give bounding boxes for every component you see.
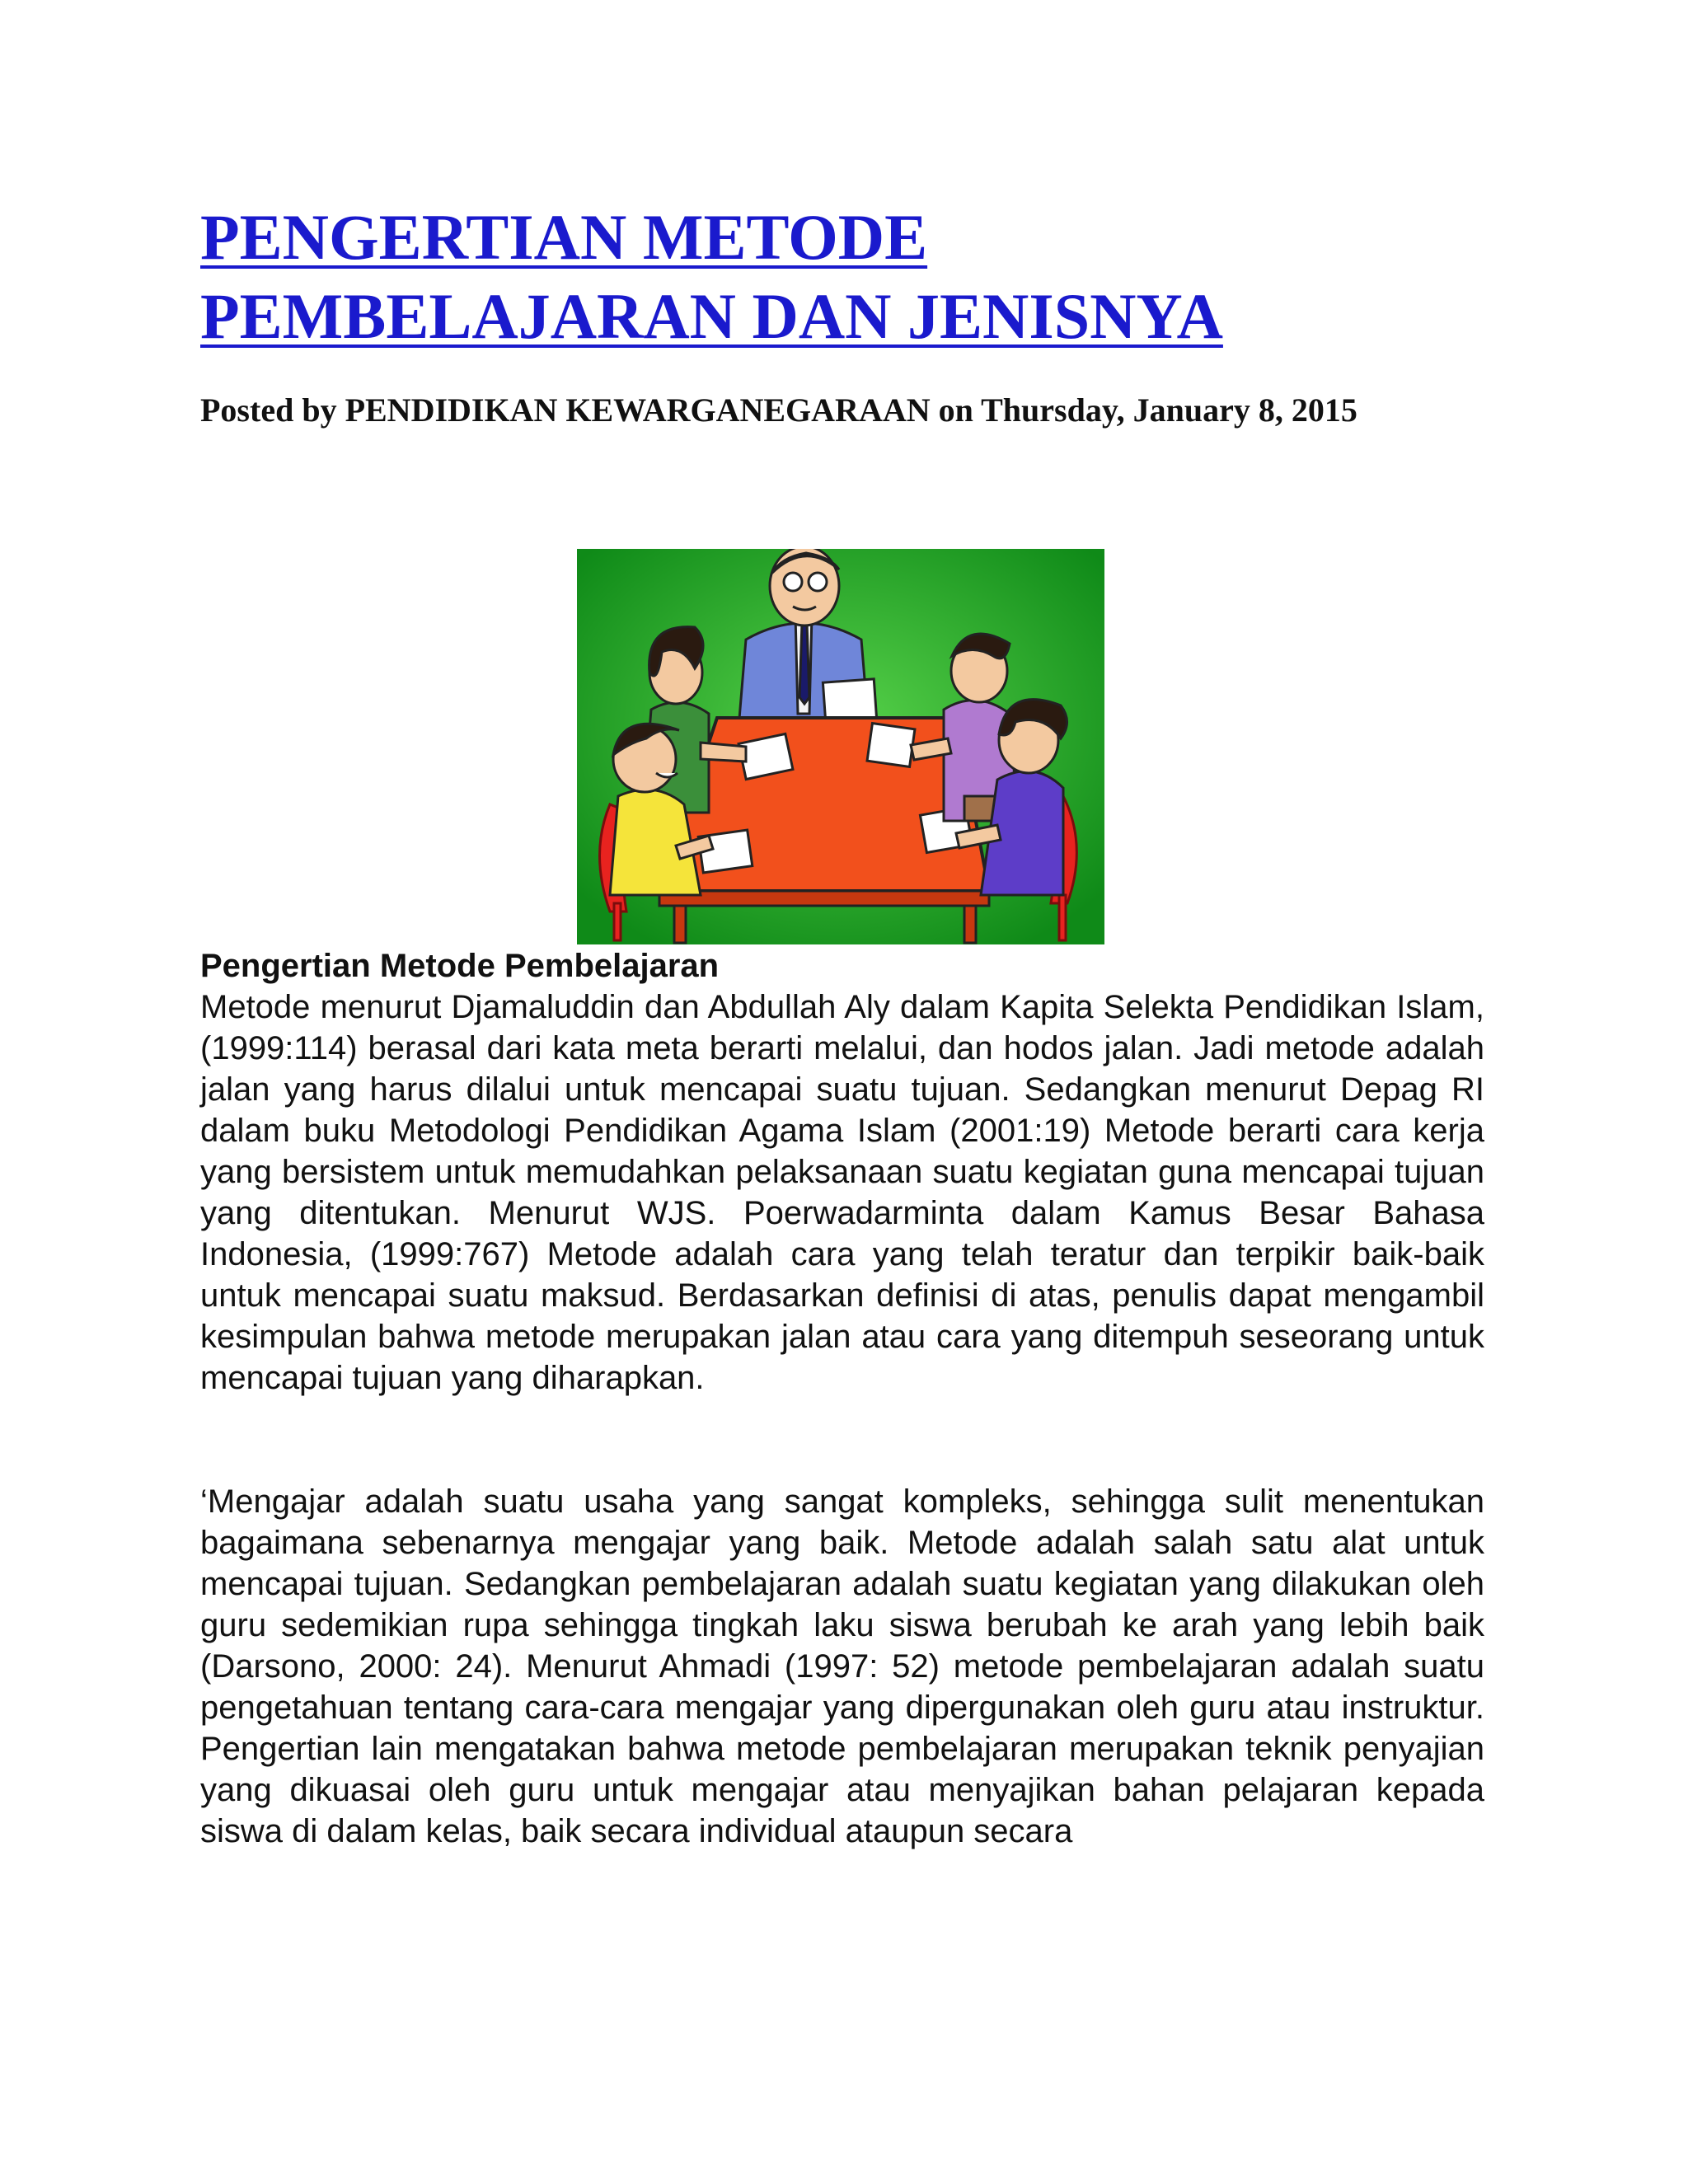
paragraph-definition: Metode menurut Djamaluddin dan Abdullah Aly dalam Kapita Selekta Pendidikan Islam, (1999:114) berasal dari kata meta berarti melalui, dan hodos jalan. Jadi metode adalah jalan yang harus dilalui untuk mencapai suatu tujuan. Sedangkan menurut Depag RI dalam buku Metodologi Pendidikan Agama Islam (2001:19) Metode berarti cara kerja yang bersistem untuk memudahkan pelaksanaan suatu kegiatan guna mencapai tujuan yang ditentukan. Menurut WJS. Poerwadarminta dalam Kamus Besar Bahasa Indonesia, (1999:767) Metode adalah cara yang telah teratur dan terpikir baik-baik untuk mencapai suatu maksud. Berdasarkan definisi di atas, penulis dapat mengambil kesimpulan bahwa metode merupakan jalan atau cara yang ditempuh seseorang untuk mencapai tujuan yang diharapkan. bbox=[200, 989, 1484, 1396]
meeting-illustration bbox=[577, 549, 1104, 944]
article-body bbox=[200, 945, 1484, 1852]
paragraph-teaching: ‘Mengajar adalah suatu usaha yang sangat kompleks, sehingga sulit menentukan bagaimana sebenarnya mengajar yang baik. Metode adalah salah satu alat untuk mencapai tujuan. Sedangkan pembelajaran adalah suatu kegiatan yang dilakukan oleh guru sedemikian rupa sehingga tingkah laku siswa berubah ke arah yang lebih baik (Darsono, 2000: 24). Menurut Ahmadi (1997: 52) metode pembelajaran adalah suatu pengetahuan tentang cara-cara mengajar yang dipergunakan oleh guru atau instruktur. Pengertian lain mengatakan bahwa metode pembelajaran merupakan teknik penyajian yang dikuasai oleh guru untuk mengajar atau menyajikan bahan pelajaran kepada siswa di dalam kelas, baik secara individual ataupun secara bbox=[200, 1483, 1484, 1849]
post-byline: Posted by PENDIDIKAN KEWARGANEGARAAN on Thursday, January 8, 2015 bbox=[200, 391, 1357, 429]
post-title-line-1[interactable]: PENGERTIAN METODE bbox=[200, 201, 928, 273]
section-heading: Pengertian Metode Pembelajaran bbox=[200, 948, 720, 984]
post-title-link[interactable] bbox=[200, 198, 1519, 356]
post-title-line-2[interactable]: PEMBELAJARAN DAN JENISNYA bbox=[200, 280, 1223, 352]
